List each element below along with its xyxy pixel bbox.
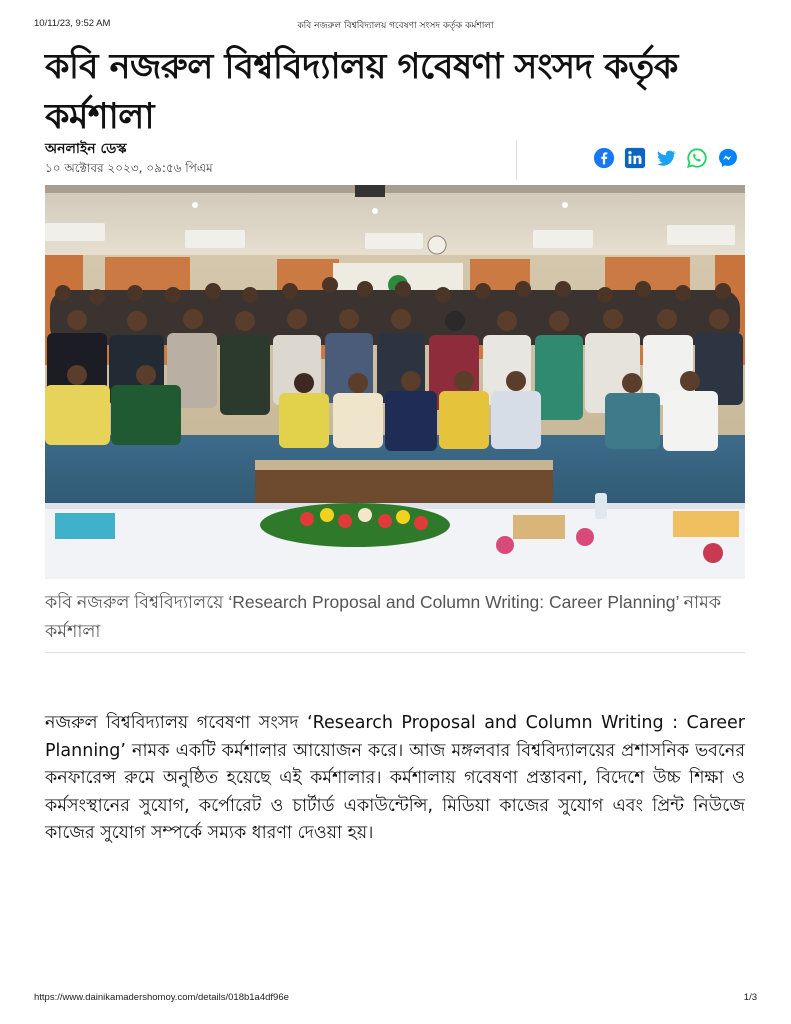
share-bar bbox=[593, 147, 739, 169]
article-headline: কবি নজরুল বিশ্ববিদ্যালয় গবেষণা সংসদ কর্তৃক কর্মশালা bbox=[45, 47, 678, 137]
print-header bbox=[34, 18, 757, 32]
twitter-icon[interactable] bbox=[655, 147, 677, 169]
article-photo bbox=[45, 185, 745, 579]
whatsapp-icon[interactable] bbox=[686, 147, 708, 169]
messenger-icon[interactable] bbox=[717, 147, 739, 169]
photo-caption: কবি নজরুল বিশ্ববিদ্যালয়ে ‘Research Proposal and Column Writing: Career Planning’ নামক কর্মশালা bbox=[45, 592, 722, 641]
byline bbox=[45, 140, 213, 177]
print-page-title: কবি নজরুল বিশ্ববিদ্যালয় গবেষণা সংসদ কর্তৃক কর্মশালা bbox=[297, 21, 494, 31]
print-url: https://www.dainikamadershomoy.com/details/018b1a4df96e bbox=[34, 992, 289, 1003]
print-footer bbox=[34, 992, 757, 1003]
article-body: নজরুল বিশ্ববিদ্যালয় গবেষণা সংসদ ‘Research Proposal and Column Writing : Career Planning’ নামক একটি কর্মশালার আয়োজন করে। আজ মঙ্গলবার বিশ্ববিদ্যালয়ের প্রশাসনিক ভবনের কনফারেন্স রুমে অনুষ্ঠিত হয়েছে এই কর্মশালার। কর্মশালায় গবেষণা প্রস্তাবনা, বিদেশে উচ্চ শিক্ষা ও কর্মসংস্থানের সুযোগ, কর্পোরেট ও চার্টার্ড একাউন্টেন্সি, মিডিয়া কাজের সুযোগ এবং প্রিন্ট নিউজে কাজের সুযোগ সম্পর্কে সম্যক ধারণা দেওয়া হয়। bbox=[45, 713, 745, 843]
linkedin-icon[interactable] bbox=[624, 147, 646, 169]
page-number: 1/3 bbox=[743, 992, 757, 1003]
print-datetime: 10/11/23, 9:52 AM bbox=[34, 18, 111, 29]
publish-date: ১০ অক্টোবর ২০২৩, ০৯:৫৬ পিএম bbox=[45, 161, 213, 175]
author-name[interactable]: অনলাইন ডেস্ক bbox=[45, 141, 127, 157]
group-photo-image bbox=[45, 185, 745, 579]
facebook-icon[interactable] bbox=[593, 147, 615, 169]
caption-divider bbox=[45, 652, 745, 653]
byline-divider bbox=[516, 140, 517, 180]
